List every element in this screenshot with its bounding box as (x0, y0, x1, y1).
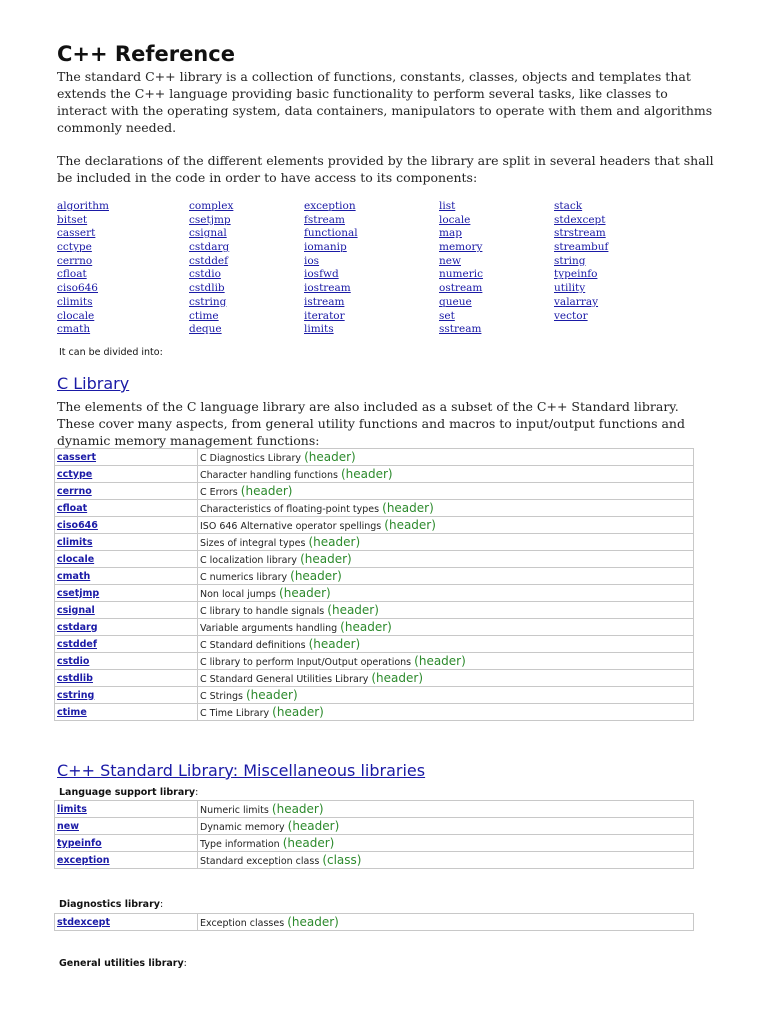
table-row (55, 500, 694, 517)
library-link-cstdarg[interactable]: cstdarg (57, 621, 98, 633)
description-text: C numerics library (200, 572, 288, 583)
description-text: Non local jumps (200, 589, 277, 600)
header-link-ctime[interactable]: ctime (189, 309, 219, 322)
table-row (55, 466, 694, 483)
header-link-locale[interactable]: locale (439, 213, 471, 226)
description-cell (198, 852, 694, 869)
header-link-iosfwd[interactable]: iosfwd (304, 268, 339, 281)
header-link-cmath[interactable]: cmath (57, 323, 91, 336)
library-link-climits[interactable]: climits (57, 536, 93, 548)
description-text: Exception classes (200, 918, 285, 929)
name-cell (55, 914, 198, 931)
description-text: C Standard General Utilities Library (200, 674, 369, 685)
name-cell (55, 466, 198, 483)
description-cell (198, 449, 694, 466)
library-link-typeinfo[interactable]: typeinfo (57, 837, 102, 849)
description-cell (198, 517, 694, 534)
description-cell (198, 619, 694, 636)
library-link-cerrno[interactable]: cerrno (57, 485, 92, 497)
header-link-climits[interactable]: climits (57, 295, 93, 308)
header-link-csignal[interactable]: csignal (189, 227, 227, 240)
header-link-functional[interactable]: functional (304, 227, 358, 240)
table-row (55, 534, 694, 551)
header-link-bitset[interactable]: bitset (57, 213, 88, 226)
header-link-cstddef[interactable]: cstddef (189, 254, 229, 267)
description-cell (198, 670, 694, 687)
description-cell (198, 914, 694, 931)
type-tag: (header) (382, 501, 434, 515)
table-row (55, 619, 694, 636)
general-utilities-label: General utilities library: (59, 958, 187, 969)
name-cell (55, 483, 198, 500)
description-text: C localization library (200, 555, 298, 566)
description-text: Type information (200, 839, 280, 850)
header-link-cstring[interactable]: cstring (189, 295, 227, 308)
misc-libraries-heading[interactable]: C++ Standard Library: Miscellaneous libraries (57, 761, 426, 780)
header-link-map[interactable]: map (439, 227, 462, 240)
type-tag: (header) (414, 654, 466, 668)
description-text: ISO 646 Alternative operator spellings (200, 521, 382, 532)
description-text: C library to handle signals (200, 606, 325, 617)
type-tag: (header) (279, 586, 331, 600)
library-link-clocale[interactable]: clocale (57, 553, 95, 565)
type-tag: (header) (300, 552, 352, 566)
header-link-cassert[interactable]: cassert (57, 227, 96, 240)
name-cell (55, 818, 198, 835)
name-cell (55, 670, 198, 687)
name-cell (55, 704, 198, 721)
table-row (55, 852, 694, 869)
intro-paragraph: The standard C++ library is a collection of functions, constants, classes, objects and templates that extends the C++ language providing basic functionality to perform several tasks, like classes to interact with the operating system, data containers, manipulators to operate with them and algorithms commonly needed. (57, 69, 713, 135)
header-link-numeric[interactable]: numeric (439, 268, 483, 281)
description-text: C Strings (200, 691, 243, 702)
name-cell (55, 585, 198, 602)
library-link-cfloat[interactable]: cfloat (57, 502, 88, 514)
name-cell (55, 852, 198, 869)
type-tag: (header) (282, 836, 335, 850)
description-cell (198, 551, 694, 568)
header-link-list[interactable]: list (439, 200, 456, 212)
library-link-ctime[interactable]: ctime (57, 706, 87, 718)
header-link-exception[interactable]: exception (304, 200, 356, 212)
header-link-complex[interactable]: complex (189, 200, 234, 212)
header-column (439, 200, 483, 337)
name-cell (55, 602, 198, 619)
library-link-exception[interactable]: exception (57, 854, 110, 866)
description-cell (198, 602, 694, 619)
header-link-iostream[interactable]: iostream (304, 282, 351, 295)
header-link-cctype[interactable]: cctype (57, 241, 92, 254)
diagnostics-label: Diagnostics library: (59, 899, 164, 910)
library-link-cmath[interactable]: cmath (57, 570, 91, 582)
name-cell (55, 636, 198, 653)
table-row (55, 517, 694, 534)
header-link-istream[interactable]: istream (304, 295, 345, 308)
description-text: C Standard definitions (200, 640, 306, 651)
header-link-iomanip[interactable]: iomanip (304, 241, 347, 254)
table-row (55, 801, 694, 818)
description-cell (198, 483, 694, 500)
header-link-valarray[interactable]: valarray (554, 295, 599, 308)
type-tag: (header) (272, 705, 324, 719)
header-link-cstdarg[interactable]: cstdarg (189, 241, 230, 254)
library-link-csignal[interactable]: csignal (57, 604, 95, 616)
name-cell (55, 449, 198, 466)
table-row (55, 585, 694, 602)
c-library-table (54, 448, 694, 721)
header-link-typeinfo[interactable]: typeinfo (554, 268, 598, 281)
header-link-vector[interactable]: vector (554, 309, 588, 322)
type-tag: (class) (322, 853, 362, 867)
library-link-cstdlib[interactable]: cstdlib (57, 672, 93, 684)
header-link-stdexcept[interactable]: stdexcept (554, 213, 606, 226)
c-library-heading[interactable]: C Library (57, 374, 130, 393)
table-row (55, 602, 694, 619)
name-cell (55, 500, 198, 517)
description-cell (198, 568, 694, 585)
table-row (55, 687, 694, 704)
header-link-csetjmp[interactable]: csetjmp (189, 213, 231, 226)
description-text: Numeric limits (200, 805, 269, 816)
divided-note: It can be divided into: (59, 347, 163, 358)
page-title: C++ Reference (57, 42, 235, 66)
table-row (55, 704, 694, 721)
header-link-stack[interactable]: stack (554, 200, 583, 212)
header-link-set[interactable]: set (439, 309, 455, 322)
header-link-streambuf[interactable]: streambuf (554, 241, 609, 254)
type-tag: (header) (246, 688, 298, 702)
type-tag: (header) (308, 535, 361, 549)
description-cell (198, 704, 694, 721)
description-text: Variable arguments handling (200, 623, 338, 634)
name-cell (55, 801, 198, 818)
description-text: C Time Library (200, 708, 270, 719)
table-row (55, 568, 694, 585)
header-link-new[interactable]: new (439, 254, 461, 267)
header-link-memory[interactable]: memory (439, 241, 483, 254)
header-link-sstream[interactable]: sstream (439, 323, 482, 336)
language-support-table (54, 800, 694, 869)
header-link-clocale[interactable]: clocale (57, 309, 95, 322)
name-cell (55, 568, 198, 585)
library-link-new[interactable]: new (57, 820, 79, 832)
description-cell (198, 801, 694, 818)
header-column (554, 200, 608, 323)
header-link-ciso646[interactable]: ciso646 (57, 282, 98, 295)
library-link-cctype[interactable]: cctype (57, 468, 93, 480)
type-tag: (header) (340, 467, 393, 481)
header-link-cstdlib[interactable]: cstdlib (189, 282, 225, 295)
description-cell (198, 687, 694, 704)
header-column (304, 200, 358, 337)
description-cell (198, 818, 694, 835)
name-cell (55, 534, 198, 551)
description-cell (198, 500, 694, 517)
header-column (189, 200, 233, 337)
table-row (55, 653, 694, 670)
description-cell (198, 835, 694, 852)
library-link-csetjmp[interactable]: csetjmp (57, 587, 100, 599)
description-text: Sizes of integral types (200, 538, 306, 549)
library-link-cassert[interactable]: cassert (57, 451, 97, 463)
type-tag: (header) (327, 603, 379, 617)
description-cell (198, 585, 694, 602)
library-link-cstdio[interactable]: cstdio (57, 655, 90, 667)
name-cell (55, 619, 198, 636)
description-text: Dynamic memory (200, 822, 285, 833)
table-row (55, 670, 694, 687)
description-text: C Errors (200, 487, 238, 498)
description-cell (198, 466, 694, 483)
header-link-algorithm[interactable]: algorithm (57, 200, 109, 212)
library-link-cstddef[interactable]: cstddef (57, 638, 98, 650)
description-cell (198, 534, 694, 551)
description-text: Character handling functions (200, 470, 338, 481)
type-tag: (header) (308, 637, 361, 651)
type-tag: (header) (340, 620, 392, 634)
type-tag: (header) (371, 671, 424, 685)
header-link-cfloat[interactable]: cfloat (57, 268, 87, 281)
name-cell (55, 835, 198, 852)
table-row (55, 818, 694, 835)
type-tag: (header) (384, 518, 436, 532)
type-tag: (header) (271, 802, 324, 816)
type-tag: (header) (290, 569, 342, 583)
header-link-fstream[interactable]: fstream (304, 213, 345, 226)
type-tag: (header) (287, 915, 339, 929)
type-tag: (header) (287, 819, 340, 833)
table-row (55, 449, 694, 466)
name-cell (55, 551, 198, 568)
header-link-utility[interactable]: utility (554, 282, 586, 295)
table-row (55, 636, 694, 653)
header-link-ios[interactable]: ios (304, 254, 320, 267)
language-support-label: Language support library: (59, 787, 199, 798)
description-cell (198, 636, 694, 653)
description-text: C library to perform Input/Output operations (200, 657, 412, 668)
name-cell (55, 517, 198, 534)
type-tag: (header) (304, 450, 356, 464)
header-column (57, 200, 109, 337)
table-row (55, 483, 694, 500)
type-tag: (header) (240, 484, 293, 498)
name-cell (55, 653, 198, 670)
table-row (55, 914, 694, 931)
header-link-iterator[interactable]: iterator (304, 309, 345, 322)
header-link-cstdio[interactable]: cstdio (189, 268, 221, 281)
header-link-deque[interactable]: deque (189, 323, 222, 336)
c-library-description: The elements of the C language library are also included as a subset of the C++ Standard library. These cover many aspects, from general utility functions and macros to input/output functions and dynamic memory management functions: (57, 399, 685, 448)
header-link-queue[interactable]: queue (439, 295, 472, 308)
description-cell (198, 653, 694, 670)
library-link-stdexcept[interactable]: stdexcept (57, 916, 110, 928)
declarations-paragraph: The declarations of the different elements provided by the library are split in several headers that shall be included in the code in order to have access to its components: (57, 153, 714, 185)
library-link-limits[interactable]: limits (57, 803, 87, 815)
header-link-cerrno[interactable]: cerrno (57, 254, 93, 267)
name-cell (55, 687, 198, 704)
diagnostics-table (54, 913, 694, 931)
header-link-ostream[interactable]: ostream (439, 282, 483, 295)
description-text: Characteristics of floating-point types (200, 504, 380, 515)
library-link-ciso646[interactable]: ciso646 (57, 519, 98, 531)
description-text: Standard exception class (200, 856, 320, 867)
table-row (55, 835, 694, 852)
library-link-cstring[interactable]: cstring (57, 689, 95, 701)
header-link-string[interactable]: string (554, 254, 586, 267)
header-link-strstream[interactable]: strstream (554, 227, 606, 240)
header-link-limits[interactable]: limits (304, 323, 334, 336)
description-text: C Diagnostics Library (200, 453, 302, 464)
table-row (55, 551, 694, 568)
